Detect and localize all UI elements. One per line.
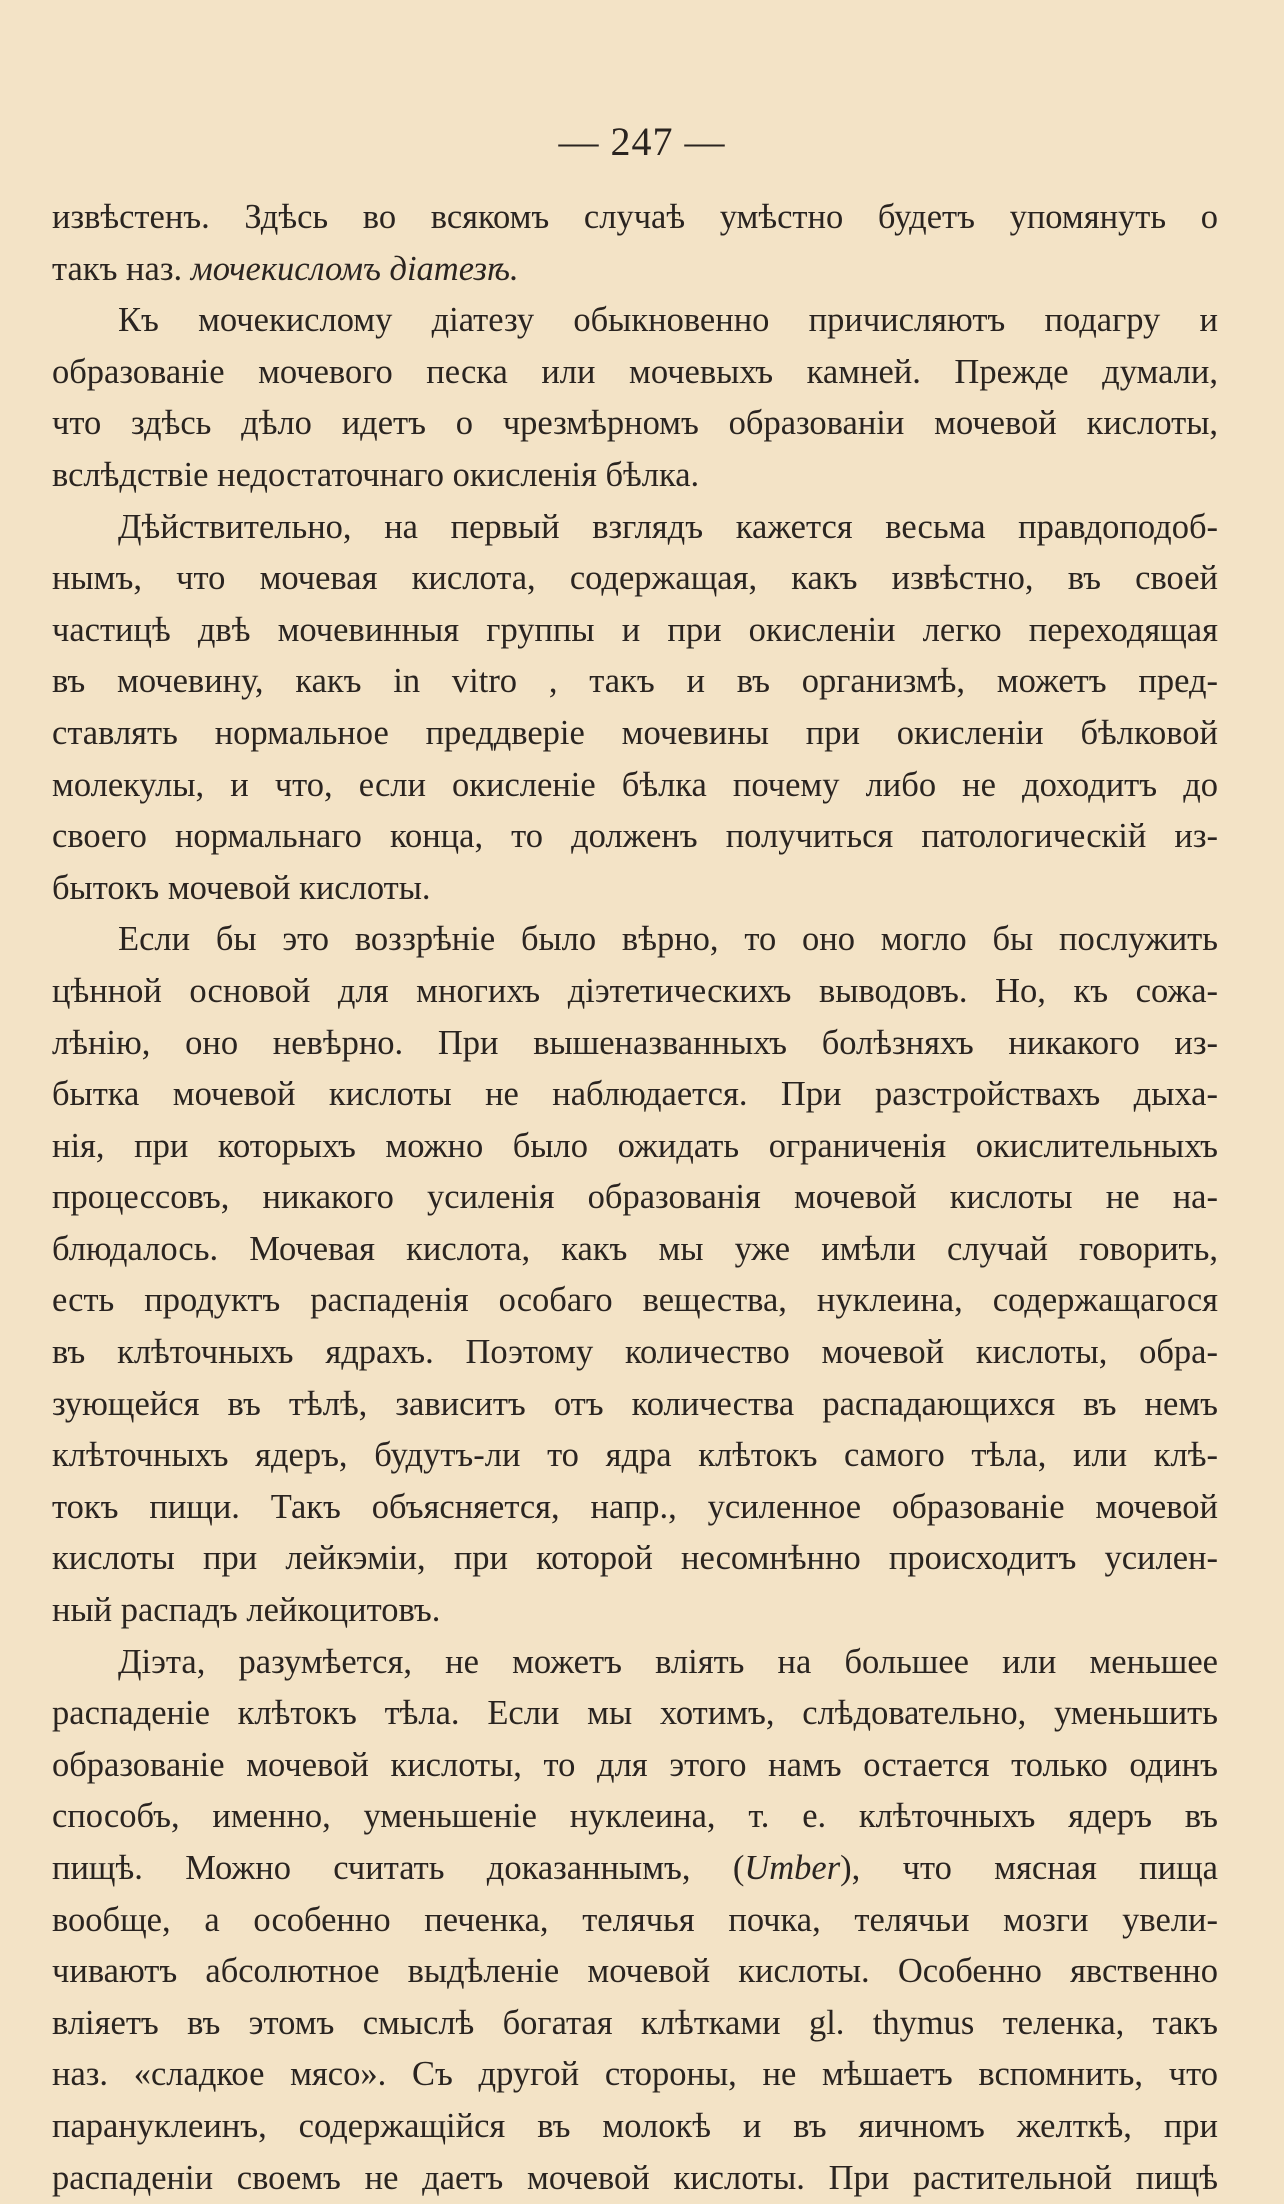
text-line [52,1327,1218,1379]
text-line-content: бытка мочевой кислоты не наблюдается. При разстройствахъ дыха- [52,1075,1218,1114]
text-line [52,347,1218,399]
text-line-content: есть продуктъ распаденія особаго вещества, нуклеина, содержащагося [52,1281,1218,1320]
text-line-content: ный распадъ лейкоцитовъ. [52,1591,441,1630]
text-line [52,1482,1218,1534]
text-line-content: нія, при которыхъ можно было ожидать ограниченія окислительныхъ [52,1126,1218,1165]
text-line [52,1018,1218,1070]
text-line [52,244,1218,296]
text-line-content: пищѣ. Можно считать доказаннымъ, ( [52,1849,745,1887]
text-line [52,966,1218,1018]
text-line-content: частицѣ двѣ мочевинныя группы и при окисленіи легко переходящая [52,610,1218,649]
text-line-content: бытокъ мочевой кислоты. [52,868,431,907]
text-line [52,1895,1218,1947]
text-line [52,656,1218,708]
page-number: — 247 — [558,119,726,164]
text-line [52,708,1218,760]
text-line-content: чиваютъ абсолютное выдѣленіе мочевой кислоты. Особенно явственно [52,1952,1218,1991]
text-line-content: въ мочевину, какъ in vitro , такъ и въ организмѣ, можетъ пред- [52,662,1218,701]
text-line-content: извѣстенъ. Здѣсь во всякомъ случаѣ умѣстно будетъ упомянуть о [52,198,1218,236]
text-line [52,1740,1218,1792]
text-line [52,863,1218,915]
text-line-content: распаденіи своемъ не даетъ мочевой кислоты. При растительной пищѣ [52,2158,1218,2197]
text-line [52,1172,1218,1224]
text-line [52,1688,1218,1740]
text-line [52,914,1218,966]
text-line [52,1224,1218,1276]
body-text [52,192,1218,2204]
text-line-content: блюдалось. Мочевая кислота, какъ мы уже имѣли случай говорить, [52,1229,1218,1268]
text-line [52,1379,1218,1431]
text-line [52,1121,1218,1173]
text-line [52,1998,1218,2050]
text-line-content: наз. «сладкое мясо». Съ другой стороны, не мѣшаетъ вспомнить, что [52,2055,1218,2094]
text-line-content: что здѣсь дѣло идетъ о чрезмѣрномъ образованіи мочевой кислоты, [52,404,1218,443]
text-line [52,1843,1218,1895]
text-line [52,398,1218,450]
text-line-content: лѣнію, оно невѣрно. При вышеназванныхъ болѣзняхъ никакого из- [52,1023,1218,1062]
text-line-content: Дѣйствительно, на первый взглядъ кажется весьма правдоподоб- [118,507,1218,546]
text-line [52,502,1218,554]
text-line [52,2153,1218,2204]
text-line-content: ставлять нормальное преддверіе мочевины при окисленіи бѣлковой [52,713,1218,752]
italic-term: Umber [744,1849,841,1887]
text-line-content: Къ мочекислому діатезу обыкновенно причисляютъ подагру и [118,301,1218,340]
text-line-content: Если бы это воззрѣніе было вѣрно, то оно могло бы послужить [118,920,1218,959]
text-line-content: распаденіе клѣтокъ тѣла. Если мы хотимъ, слѣдовательно, уменьшить [52,1694,1218,1733]
text-line [52,1430,1218,1482]
text-line-content: нымъ, что мочевая кислота, содержащая, какъ извѣстно, въ своей [52,559,1218,598]
text-line-content: способъ, именно, уменьшеніе нуклеина, т. е. клѣточныхъ ядеръ въ [52,1797,1218,1836]
text-line [52,553,1218,605]
text-line-content: парануклеинъ, содержащійся въ молокѣ и въ яичномъ желткѣ, при [52,2106,1218,2145]
text-line [52,811,1218,863]
text-line [52,192,1218,244]
text-line-content: процессовъ, никакого усиленія образованія мочевой кислоты не на- [52,1178,1218,1217]
text-line-content: токъ пищи. Такъ объясняется, напр., усиленное образованіе мочевой [52,1487,1218,1526]
text-line [52,295,1218,347]
text-line [52,450,1218,502]
text-line [52,2049,1218,2101]
text-line [52,1533,1218,1585]
text-line-content: своего нормальнаго конца, то долженъ получиться патологическій из- [52,817,1218,856]
text-line [52,605,1218,657]
text-line [52,1275,1218,1327]
text-line [52,1585,1218,1637]
text-line [52,760,1218,812]
text-line-content: въ клѣточныхъ ядрахъ. Поэтому количество мочевой кислоты, обра- [52,1333,1218,1372]
text-line-content: Діэта, разумѣется, не можетъ вліять на большее или меньшее [118,1642,1218,1681]
text-line-content: вообще, а особенно печенка, телячья почка, телячьи мозги увели- [52,1900,1218,1939]
text-line-content: вслѣдствіе недостаточнаго окисленія бѣлка. [52,455,700,494]
text-line-tail: ), что мясная пища [840,1849,1218,1887]
text-line-content: кислоты при лейкэміи, при которой несомнѣнно происходитъ усилен- [52,1539,1218,1578]
text-line-content: вліяетъ въ этомъ смыслѣ богатая клѣтками gl. thymus теленка, такъ [52,2003,1218,2042]
text-line [52,1791,1218,1843]
text-line [52,1946,1218,1998]
italic-term: мочекисломъ діатезѣ. [190,249,519,288]
text-line-content: молекулы, и что, если окисленіе бѣлка почему либо не доходитъ до [52,765,1218,804]
text-line-content: клѣточныхъ ядеръ, будутъ-ли то ядра клѣтокъ самого тѣла, или клѣ- [52,1436,1218,1475]
text-line-content: цѣнной основой для многихъ діэтетическихъ выводовъ. Но, къ сожа- [52,971,1218,1010]
text-line [52,1069,1218,1121]
text-line [52,1637,1218,1689]
text-line-content: зующейся въ тѣлѣ, зависитъ отъ количества распадающихся въ немъ [52,1384,1218,1423]
text-line-content: образованіе мочевого песка или мочевыхъ камней. Прежде думали, [52,352,1218,391]
text-line-content: такъ наз. [52,249,191,288]
text-line-content: образованіе мочевой кислоты, то для этого намъ остается только одинъ [52,1745,1218,1784]
